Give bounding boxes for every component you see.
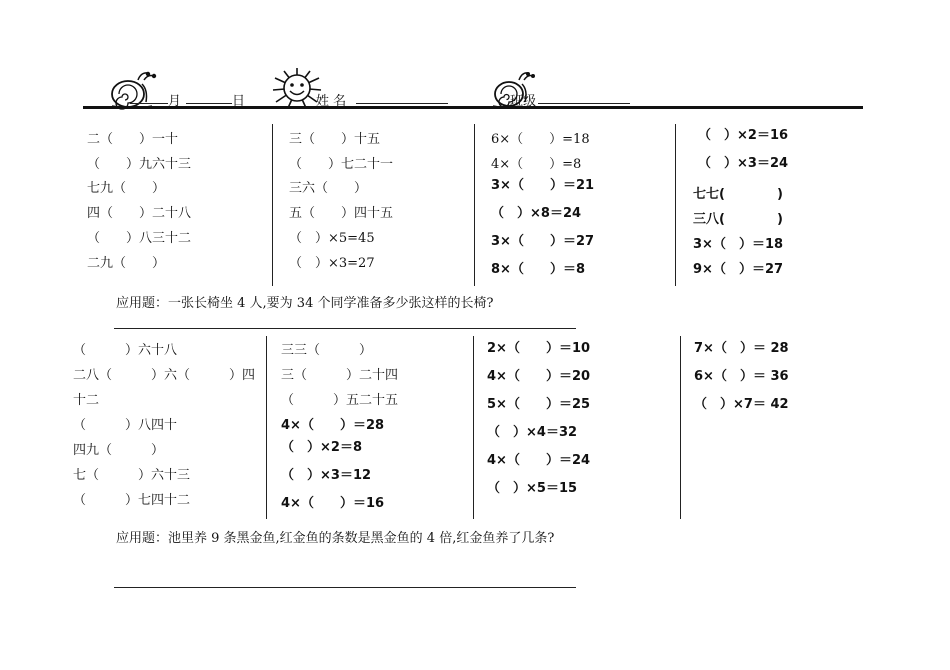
question-item: （ ）七二十一 — [289, 157, 394, 172]
day-label: 日 — [232, 94, 246, 109]
question-item: （ ）九六十三 — [87, 157, 192, 172]
question-item: 四九（ ） — [73, 443, 165, 458]
question-item: 3×（ ）＝21 — [491, 178, 595, 193]
question-item: 8×（ ）＝8 — [491, 262, 585, 277]
divider — [473, 336, 474, 519]
question-item: 七（ ）六十三 — [73, 468, 191, 483]
question-item: （ ）×5=45 — [289, 231, 375, 246]
question-item: 5×（ ）＝25 — [487, 397, 591, 412]
question-item: 3×（ ）＝18 — [693, 237, 784, 252]
divider — [675, 124, 676, 286]
answer-line-2[interactable] — [114, 587, 576, 588]
question-item: 五（ ）四十五 — [289, 206, 394, 221]
question-item: 6×（ ）=18 — [491, 132, 590, 147]
word-problem-1: 应用题：一张长椅坐 4 人,要为 34 个同学准备多少张这样的长椅? — [116, 296, 494, 311]
question-item: （ ）六十八 — [73, 343, 178, 358]
divider — [266, 336, 267, 519]
question-item: 7×（ ）＝ 28 — [694, 341, 789, 356]
question-item: 4×（ ）=8 — [491, 157, 582, 172]
answer-line-1[interactable] — [114, 328, 576, 329]
question-item: 二八（ ）六（ ）四 — [73, 368, 256, 383]
month-blank[interactable] — [130, 91, 168, 104]
name-label: 姓 名 — [316, 94, 347, 109]
question-item: 2×（ ）＝10 — [487, 341, 591, 356]
question-item: （ ）七四十二 — [73, 493, 191, 508]
day-blank[interactable] — [186, 91, 232, 104]
question-item: 三（ ）二十四 — [281, 368, 399, 383]
question-item: 3×（ ）＝27 — [491, 234, 595, 249]
question-item: （ ）×2＝8 — [281, 440, 362, 455]
question-item: （ ）×3=27 — [289, 256, 375, 271]
question-item: （ ）八四十 — [73, 418, 178, 433]
question-item: 6×（ ）＝ 36 — [694, 369, 789, 384]
question-item: 三（ ）十五 — [289, 132, 381, 147]
question-item: 七七( ) — [693, 187, 783, 202]
question-item: （ ）五二十五 — [281, 393, 399, 408]
class-label: 班级 — [510, 94, 537, 109]
question-item: （ ）×2＝16 — [698, 128, 789, 143]
month-label: 月 — [168, 94, 182, 109]
snail-icon — [98, 70, 160, 110]
question-item: 四（ ）二十八 — [87, 206, 192, 221]
word-problem-2: 应用题：池里养 9 条黑金鱼,红金鱼的条数是黑金鱼的 4 倍,红金鱼养了几条? — [116, 531, 555, 546]
question-item: 二（ ）一十 — [87, 132, 179, 147]
question-item: （ ）×5＝15 — [487, 481, 578, 496]
question-item: 4×（ ）＝24 — [487, 453, 591, 468]
question-item: （ ）×3＝24 — [698, 156, 789, 171]
name-blank[interactable] — [356, 91, 448, 104]
question-item: 三八( ) — [693, 212, 783, 227]
header-rule — [83, 106, 863, 109]
question-item: 十二 — [73, 393, 100, 408]
question-item: 4×（ ）＝20 — [487, 369, 591, 384]
question-item: 4×（ ）＝16 — [281, 496, 385, 511]
question-item: （ ）八三十二 — [87, 231, 192, 246]
question-item: 三六（ ） — [289, 181, 368, 196]
question-item: 七九（ ） — [87, 181, 166, 196]
question-item: （ ）×3＝12 — [281, 468, 372, 483]
divider — [272, 124, 273, 286]
question-item: （ ）×4＝32 — [487, 425, 578, 440]
question-item: （ ）×7＝ 42 — [694, 397, 789, 412]
question-item: 9×（ ）＝27 — [693, 262, 784, 277]
divider — [680, 336, 681, 519]
question-item: 三三（ ） — [281, 343, 373, 358]
question-item: 4×（ ）＝28 — [281, 418, 385, 433]
question-item: （ ）×8＝24 — [491, 206, 582, 221]
divider — [474, 124, 475, 286]
class-blank[interactable] — [538, 91, 630, 104]
question-item: 二九（ ） — [87, 256, 166, 271]
